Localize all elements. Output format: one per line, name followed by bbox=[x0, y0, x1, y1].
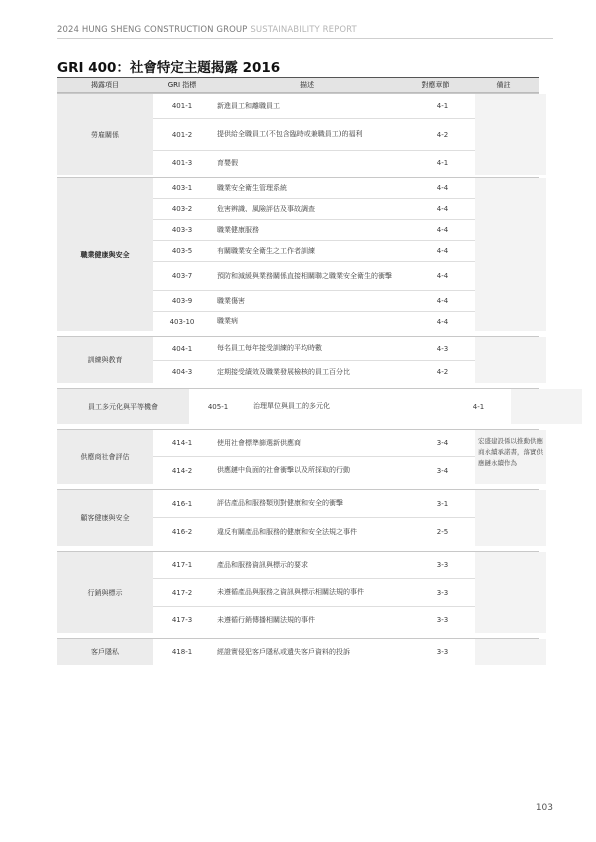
gri-code: 403-1 bbox=[171, 184, 193, 192]
category-cell: 客戶隱私 bbox=[57, 639, 153, 665]
table-body bbox=[57, 93, 543, 665]
indicator-description: 職業健康服務 bbox=[217, 225, 259, 234]
page-number: 103 bbox=[535, 803, 553, 813]
chapter-column bbox=[410, 337, 475, 383]
chapter-reference: 4-1 bbox=[472, 402, 485, 411]
table-row bbox=[153, 199, 410, 220]
remark-cell bbox=[475, 639, 546, 665]
table-group bbox=[57, 638, 539, 665]
indicator-description: 危害辨識、風險評估及事故調查 bbox=[217, 204, 315, 213]
chapter-reference: 4-1 bbox=[410, 94, 475, 119]
indicator-description: 新進員工和離職員工 bbox=[217, 101, 280, 110]
category-cell: 員工多元化與平等機會 bbox=[57, 389, 189, 424]
indicator-rows bbox=[153, 552, 410, 633]
chapter-column bbox=[410, 552, 475, 633]
table-row bbox=[153, 579, 410, 607]
indicator-description: 使用社會標準篩選新供應商 bbox=[217, 438, 301, 447]
category-cell: 顧客健康與安全 bbox=[57, 490, 153, 546]
table-row bbox=[189, 389, 446, 424]
gri-index-table bbox=[57, 77, 543, 665]
gri-code: 403-9 bbox=[171, 297, 193, 305]
indicator-description: 有關職業安全衛生之工作者訓練 bbox=[217, 246, 315, 255]
gri-code: 401-3 bbox=[171, 159, 193, 167]
remark-cell bbox=[475, 337, 546, 383]
chapter-reference: 4-1 bbox=[436, 159, 449, 167]
report-header bbox=[57, 25, 357, 35]
remark-cell: 宏盛建設係以推動供應商永續承諾書，落實供應鏈永續作為 bbox=[475, 430, 546, 484]
category-cell: 供應商社會評估 bbox=[57, 430, 153, 484]
chapter-column bbox=[410, 178, 475, 331]
chapter-column bbox=[410, 430, 475, 484]
remark-cell bbox=[475, 490, 546, 546]
column-header: 揭露項目 bbox=[91, 81, 119, 89]
chapter-reference: 3-3 bbox=[410, 552, 475, 579]
indicator-rows bbox=[153, 94, 410, 175]
table-row bbox=[153, 430, 410, 457]
column-header: 描述 bbox=[300, 81, 314, 89]
table-row bbox=[153, 151, 410, 175]
indicator-description: 供應鏈中負面的社會衝擊以及所採取的行動 bbox=[217, 466, 350, 474]
gri-code: 403-5 bbox=[171, 247, 193, 255]
table-row bbox=[153, 119, 410, 151]
category-cell: 行銷與標示 bbox=[57, 552, 153, 633]
column-header: GRI 指標 bbox=[167, 81, 197, 89]
indicator-description: 未遵循產品與服務之資訊與標示相關法規的事件 bbox=[217, 588, 364, 596]
remark-cell bbox=[475, 552, 546, 633]
gri-code: 401-2 bbox=[171, 130, 193, 139]
table-group bbox=[57, 177, 539, 331]
table-group bbox=[57, 551, 539, 633]
chapter-reference: 4-3 bbox=[410, 337, 475, 361]
indicator-rows bbox=[153, 337, 410, 383]
table-row bbox=[153, 291, 410, 312]
gri-code: 403-3 bbox=[171, 226, 193, 234]
indicator-rows bbox=[189, 389, 446, 424]
column-header: 對應章節 bbox=[421, 81, 450, 89]
indicator-rows bbox=[153, 639, 410, 665]
indicator-description: 預防和減緩與業務關係直接相關聯之職業安全衛生的衝擊 bbox=[217, 271, 392, 280]
indicator-description: 職業病 bbox=[217, 317, 238, 325]
indicator-description: 違反有關產品和服務的健康和安全法規之事件 bbox=[217, 527, 357, 536]
table-row bbox=[153, 178, 410, 199]
gri-code: 405-1 bbox=[207, 402, 229, 411]
gri-code: 414-2 bbox=[171, 466, 193, 475]
table-group bbox=[57, 388, 539, 424]
gri-code: 417-2 bbox=[171, 588, 193, 597]
indicator-rows bbox=[153, 430, 410, 484]
table-group bbox=[57, 336, 539, 383]
indicator-rows bbox=[153, 490, 410, 546]
table-group bbox=[57, 489, 539, 546]
indicator-description: 評估產品和服務類別對健康和安全的衝擊 bbox=[217, 499, 343, 507]
chapter-reference: 3-4 bbox=[410, 430, 475, 457]
gri-code: 403-7 bbox=[171, 272, 193, 280]
table-row bbox=[153, 490, 410, 518]
gri-code: 418-1 bbox=[171, 648, 193, 656]
chapter-column bbox=[410, 490, 475, 546]
gri-code: 416-2 bbox=[171, 528, 193, 536]
chapter-column bbox=[410, 94, 475, 175]
gri-code: 417-1 bbox=[171, 561, 193, 569]
table-row bbox=[153, 552, 410, 579]
remark-cell bbox=[511, 389, 582, 424]
report-brand: 2024 HUNG SHENG CONSTRUCTION GROUP bbox=[57, 25, 248, 35]
category-cell: 職業健康與安全 bbox=[57, 178, 153, 331]
table-row bbox=[153, 312, 410, 331]
chapter-reference: 3-1 bbox=[410, 490, 475, 518]
chapter-reference: 4-2 bbox=[410, 119, 475, 151]
chapter-reference: 3-4 bbox=[436, 466, 449, 475]
table-row bbox=[153, 607, 410, 633]
chapter-reference: 4-4 bbox=[410, 220, 475, 241]
remark-cell bbox=[475, 178, 546, 331]
chapter-reference: 4-4 bbox=[410, 262, 475, 291]
chapter-reference: 4-4 bbox=[436, 317, 449, 326]
report-subtitle: SUSTAINABILITY REPORT bbox=[250, 25, 357, 35]
gri-code: 403-10 bbox=[169, 317, 195, 326]
indicator-description: 治理單位與員工的多元化 bbox=[253, 402, 330, 410]
indicator-description: 育嬰假 bbox=[217, 158, 238, 167]
chapter-reference: 4-4 bbox=[410, 291, 475, 312]
chapter-reference: 4-4 bbox=[410, 199, 475, 220]
indicator-description: 提供給全職員工(不包含臨時或兼職員工)的福利 bbox=[217, 130, 363, 138]
chapter-reference: 3-3 bbox=[436, 648, 449, 656]
table-row bbox=[153, 262, 410, 291]
gri-code: 414-1 bbox=[171, 439, 193, 447]
table-row bbox=[153, 220, 410, 241]
table-row bbox=[153, 241, 410, 262]
gri-code: 403-2 bbox=[171, 205, 193, 213]
gri-code: 416-1 bbox=[171, 499, 193, 508]
gri-code: 404-1 bbox=[171, 344, 193, 353]
page-title: GRI 400：社會特定主題揭露 2016 bbox=[57, 60, 281, 76]
header-divider bbox=[57, 38, 553, 39]
table-group bbox=[57, 93, 539, 175]
column-header: 備註 bbox=[496, 81, 511, 89]
indicator-description: 每名員工每年接受訓練的平均時數 bbox=[217, 344, 322, 352]
indicator-description: 職業傷害 bbox=[217, 296, 245, 305]
chapter-column bbox=[446, 389, 511, 424]
chapter-reference: 4-2 bbox=[436, 368, 449, 376]
chapter-column bbox=[410, 639, 475, 665]
gri-code: 417-3 bbox=[171, 616, 193, 624]
table-row bbox=[153, 337, 410, 361]
table-row bbox=[153, 518, 410, 546]
chapter-reference: 3-3 bbox=[410, 579, 475, 607]
remark-cell bbox=[475, 94, 546, 175]
table-header-row bbox=[57, 77, 539, 93]
gri-code: 401-1 bbox=[171, 102, 193, 110]
indicator-description: 經證實侵犯客戶隱私或遺失客戶資料的投訴 bbox=[217, 647, 350, 656]
chapter-reference: 2-5 bbox=[436, 528, 449, 536]
table-row bbox=[153, 94, 410, 119]
indicator-description: 產品和服務資訊與標示的要求 bbox=[217, 560, 308, 569]
chapter-reference: 3-3 bbox=[436, 616, 449, 624]
table-row bbox=[153, 361, 410, 383]
gri-code: 404-3 bbox=[171, 368, 193, 376]
table-row bbox=[153, 639, 410, 665]
indicator-description: 職業安全衛生管理系統 bbox=[217, 183, 287, 192]
indicator-description: 定期接受績效及職業發展檢核的員工百分比 bbox=[217, 367, 350, 376]
chapter-reference: 4-4 bbox=[410, 178, 475, 199]
table-row bbox=[153, 457, 410, 484]
chapter-reference: 4-4 bbox=[410, 241, 475, 262]
indicator-description: 未遵循行銷傳播相關法規的事件 bbox=[217, 615, 315, 624]
category-cell: 訓練與教育 bbox=[57, 337, 153, 383]
indicator-rows bbox=[153, 178, 410, 331]
table-group bbox=[57, 429, 543, 484]
category-cell: 勞雇關係 bbox=[57, 94, 153, 175]
